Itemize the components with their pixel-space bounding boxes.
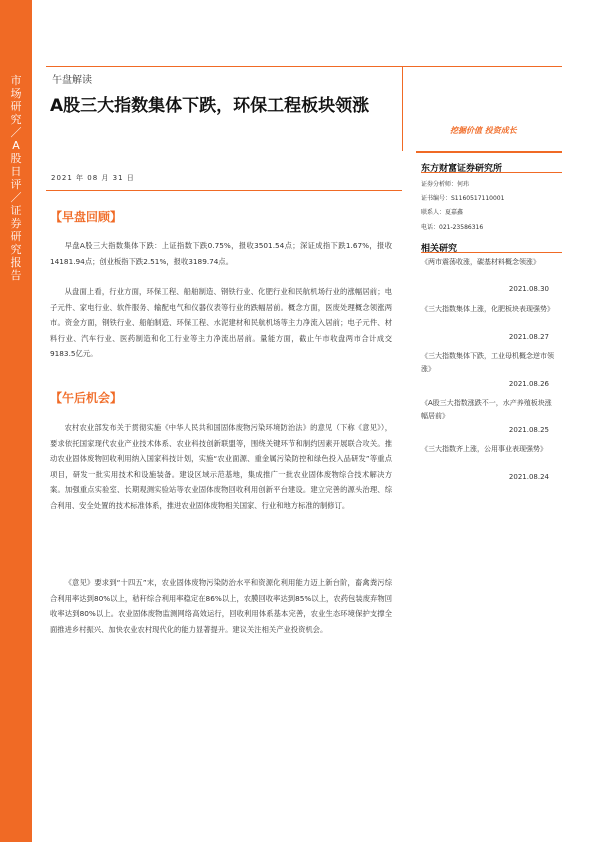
related-report-date: 2021.08.27: [508, 333, 549, 341]
phone-line: 电话：021-23586316: [421, 224, 484, 231]
related-report-link[interactable]: 《A股三大指数涨跌不一，水产养殖板块涨幅居前》: [421, 399, 552, 420]
paragraph: 农村农业部发布关于贯彻实施《中华人民共和国固体废物污染环境防治法》的意见（下称《意见》），要求依托国家现代农业产业技术体系、农业科技创新联盟等，围绕关键环节和制约因素开展联合攻关。推动农业固体废物回收利用纳入国家科技计划，实施“农业面源、重金属污染防控和绿色投入品研发”等重点项目，研发一批实用技术和设施装备。建设区域示范基地，集成推广一批农业固体废物综合技术解决方案。加强重点实验室、长期观测实验站等农业固体废物回收利用创新平台建设。建立完善的源头治理、综合利用、安全处置的技术标准体系，推进农业固体废物相关国家、行业和地方标准的制修订。: [50, 423, 392, 510]
paragraph: 《意见》要求到“十四五”末，农业固体废物污染防治水平和资源化利用能力迈上新台阶，畜禽粪污综合利用率达到80%以上，秸秆综合利用率稳定在86%以上，农膜回收率达到85%以上，农药包装废弃物回收率达到80%以上。农业固体废物监测网络高效运行，回收利用体系基本完善，农业生态环境保护支撑全面推进乡村振兴、加快农业农村现代化的能力显著提升。建议关注相关产业投资机会。: [50, 578, 392, 634]
org-name: 东方财富证券研究所: [421, 164, 503, 174]
side-band: [0, 0, 32, 842]
top-rule-right: [402, 66, 562, 67]
report-date: 2021 年 08 月 31 日: [51, 174, 135, 182]
section-heading-morning: 【早盘回顾】: [50, 210, 123, 224]
related-report-link[interactable]: 《三大指数齐上涨，公用事业表现强势》: [421, 445, 547, 453]
report-tag: 午盘解读: [52, 75, 92, 86]
related-report-link[interactable]: 《三大指数集体上涨，化肥板块表现强势》: [421, 305, 554, 313]
cert-line: 证书编号：S1160517110001: [421, 195, 505, 202]
related-heading: 相关研究: [421, 244, 458, 254]
related-report-date: 2021.08.25: [508, 426, 549, 434]
header-divider: [402, 66, 403, 151]
related-report-date: 2021.08.24: [508, 473, 549, 481]
side-category-text: 市场研究／A股日评／证券研究报告: [10, 74, 22, 282]
slogan: 挖掘价值 投资成长: [450, 126, 517, 135]
related-report-link[interactable]: 《两市震荡收涨，碳基材料概念领涨》: [421, 258, 540, 266]
related-report-link[interactable]: 《三大指数集体下跌，工业母机概念逆市领涨》: [421, 352, 554, 373]
top-rule: [46, 66, 402, 67]
related-report-date: 2021.08.30: [508, 285, 549, 293]
analyst-line: 证券分析师：何玮: [421, 181, 470, 188]
contact-line: 联系人：夏嘉鑫: [421, 209, 464, 216]
right-col-rule: [416, 151, 562, 153]
related-report-date: 2021.08.26: [508, 380, 549, 388]
paragraph: 从盘面上看，行业方面，环保工程、船舶制造、钢铁行业、化肥行业和民航机场行业的涨幅居前；电子元件、家电行业、软件服务、输配电气和仪器仪表等行业的跌幅居前。概念方面，医废处理概念领涨两市。资金方面，钢铁行业、船舶制造、环保工程、水泥建材和民航机场等主力净流入居前；电子元件、材料行业、汽车行业、医药制造和化工行业等主力净流出居前。量能方面，截止午市收盘两市合计成交9183.5亿元。: [50, 287, 392, 358]
paragraph: 早盘A股三大指数集体下跌：上证指数下跌0.75%，报收3501.54点；深证成指下跌1.67%，报收14181.94点；创业板指下跌2.51%，报收3189.74点。: [50, 241, 392, 266]
page-title: A股三大指数集体下跌，环保工程板块领涨: [50, 96, 370, 116]
section-heading-afternoon: 【午后机会】: [50, 391, 123, 405]
date-rule: [46, 190, 402, 191]
